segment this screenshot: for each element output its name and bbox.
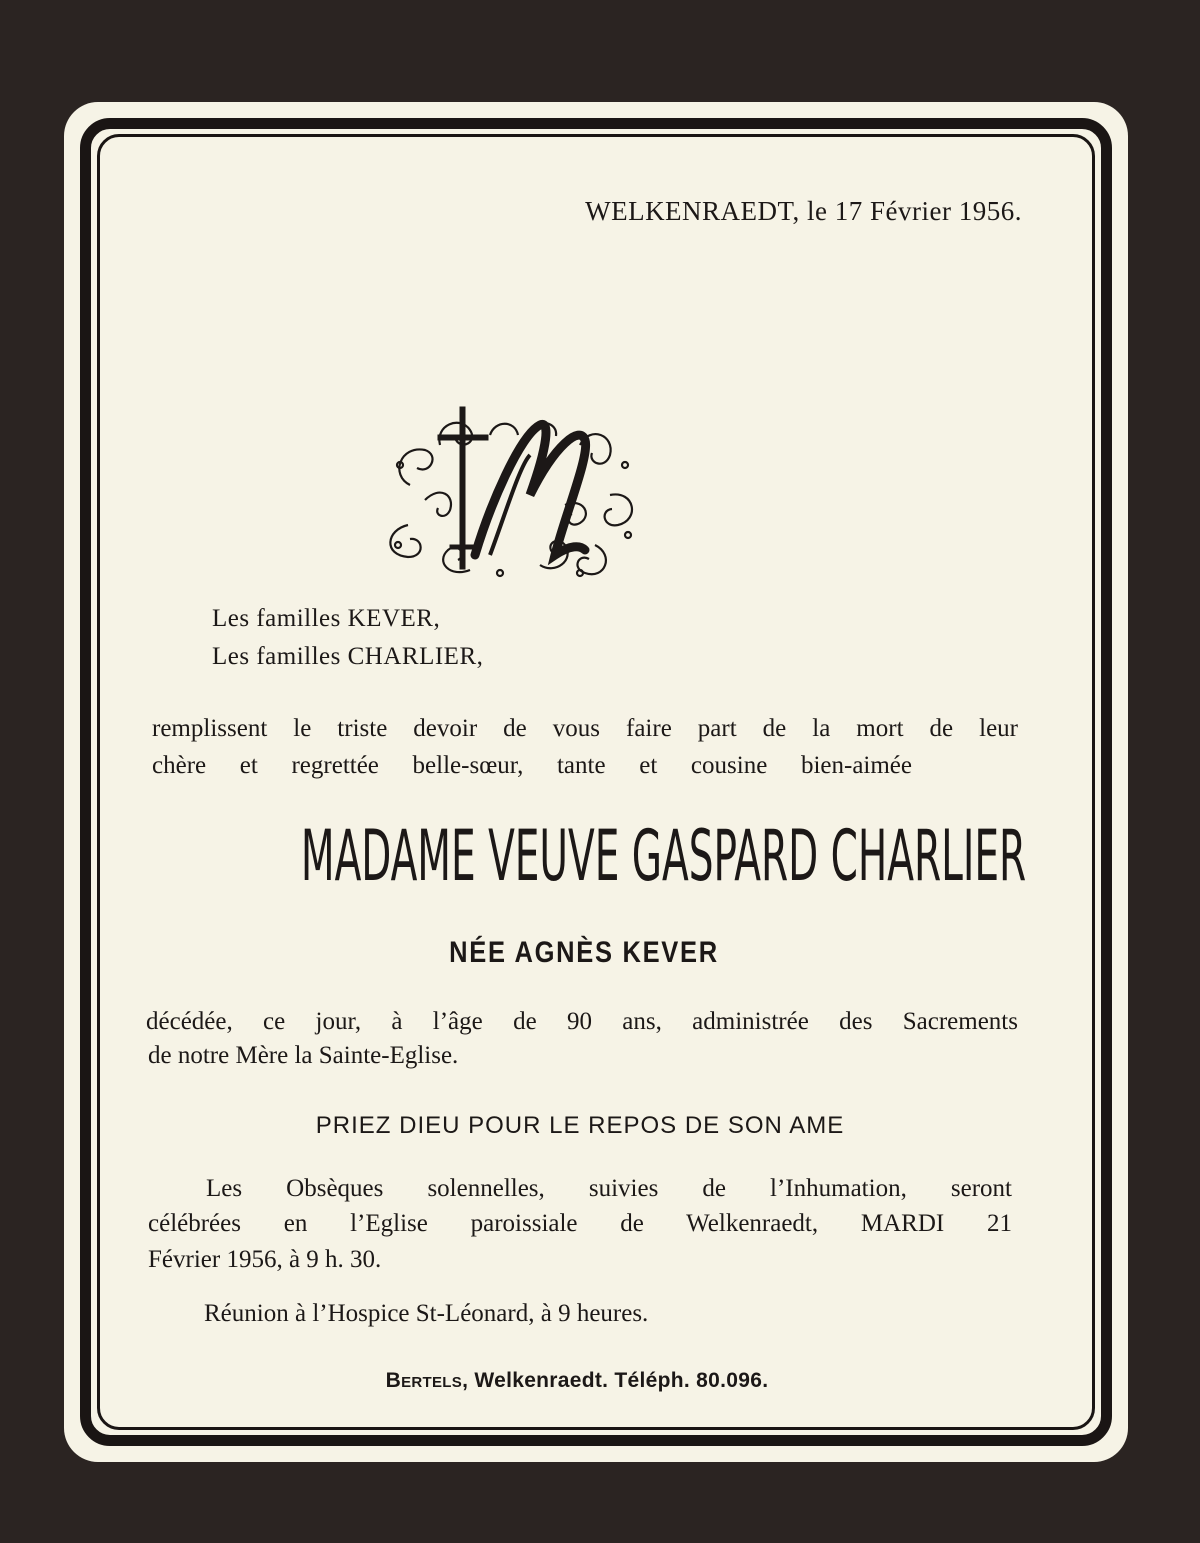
funeral-line-1: Les Obsèques solennelles, suivies de l’Inhumation, seront xyxy=(206,1175,1012,1202)
maiden-name: NÉE AGNÈS KEVER xyxy=(449,936,719,969)
funeral-line-2: célébrées en l’Eglise paroissiale de Welkenraedt, MARDI 21 xyxy=(148,1210,1012,1237)
deceased-name: MADAME VEUVE GASPARD CHARLIER xyxy=(300,815,1027,897)
announcement-line-1: remplissent le triste devoir de vous faire part de la mort de leur xyxy=(152,715,1018,742)
printer-credit xyxy=(0,1369,1154,1393)
death-line-2: de notre Mère la Sainte-Eglise. xyxy=(148,1042,459,1069)
dateline: WELKENRAEDT, le 17 Février 1956. xyxy=(585,196,1022,226)
printer-name: Bertels, xyxy=(385,1369,469,1392)
announcement-line-2: chère et regrettée belle-sœur, tante et cousine bien-aimée xyxy=(152,752,912,779)
cross-monogram-icon xyxy=(380,405,642,580)
meeting-info: Réunion à l’Hospice St-Léonard, à 9 heures. xyxy=(204,1300,649,1327)
death-line-1: décédée, ce jour, à l’âge de 90 ans, administrée des Sacrements xyxy=(146,1008,1018,1035)
funeral-line-3: Février 1956, à 9 h. 30. xyxy=(148,1246,382,1273)
prayer-request: PRIEZ DIEU POUR LE REPOS DE SON AME xyxy=(315,1112,845,1139)
printer-details: Welkenraedt. Téléph. 80.096. xyxy=(474,1369,769,1392)
families-kever: Les familles KEVER, xyxy=(212,605,441,632)
families-charlier: Les familles CHARLIER, xyxy=(212,643,484,670)
